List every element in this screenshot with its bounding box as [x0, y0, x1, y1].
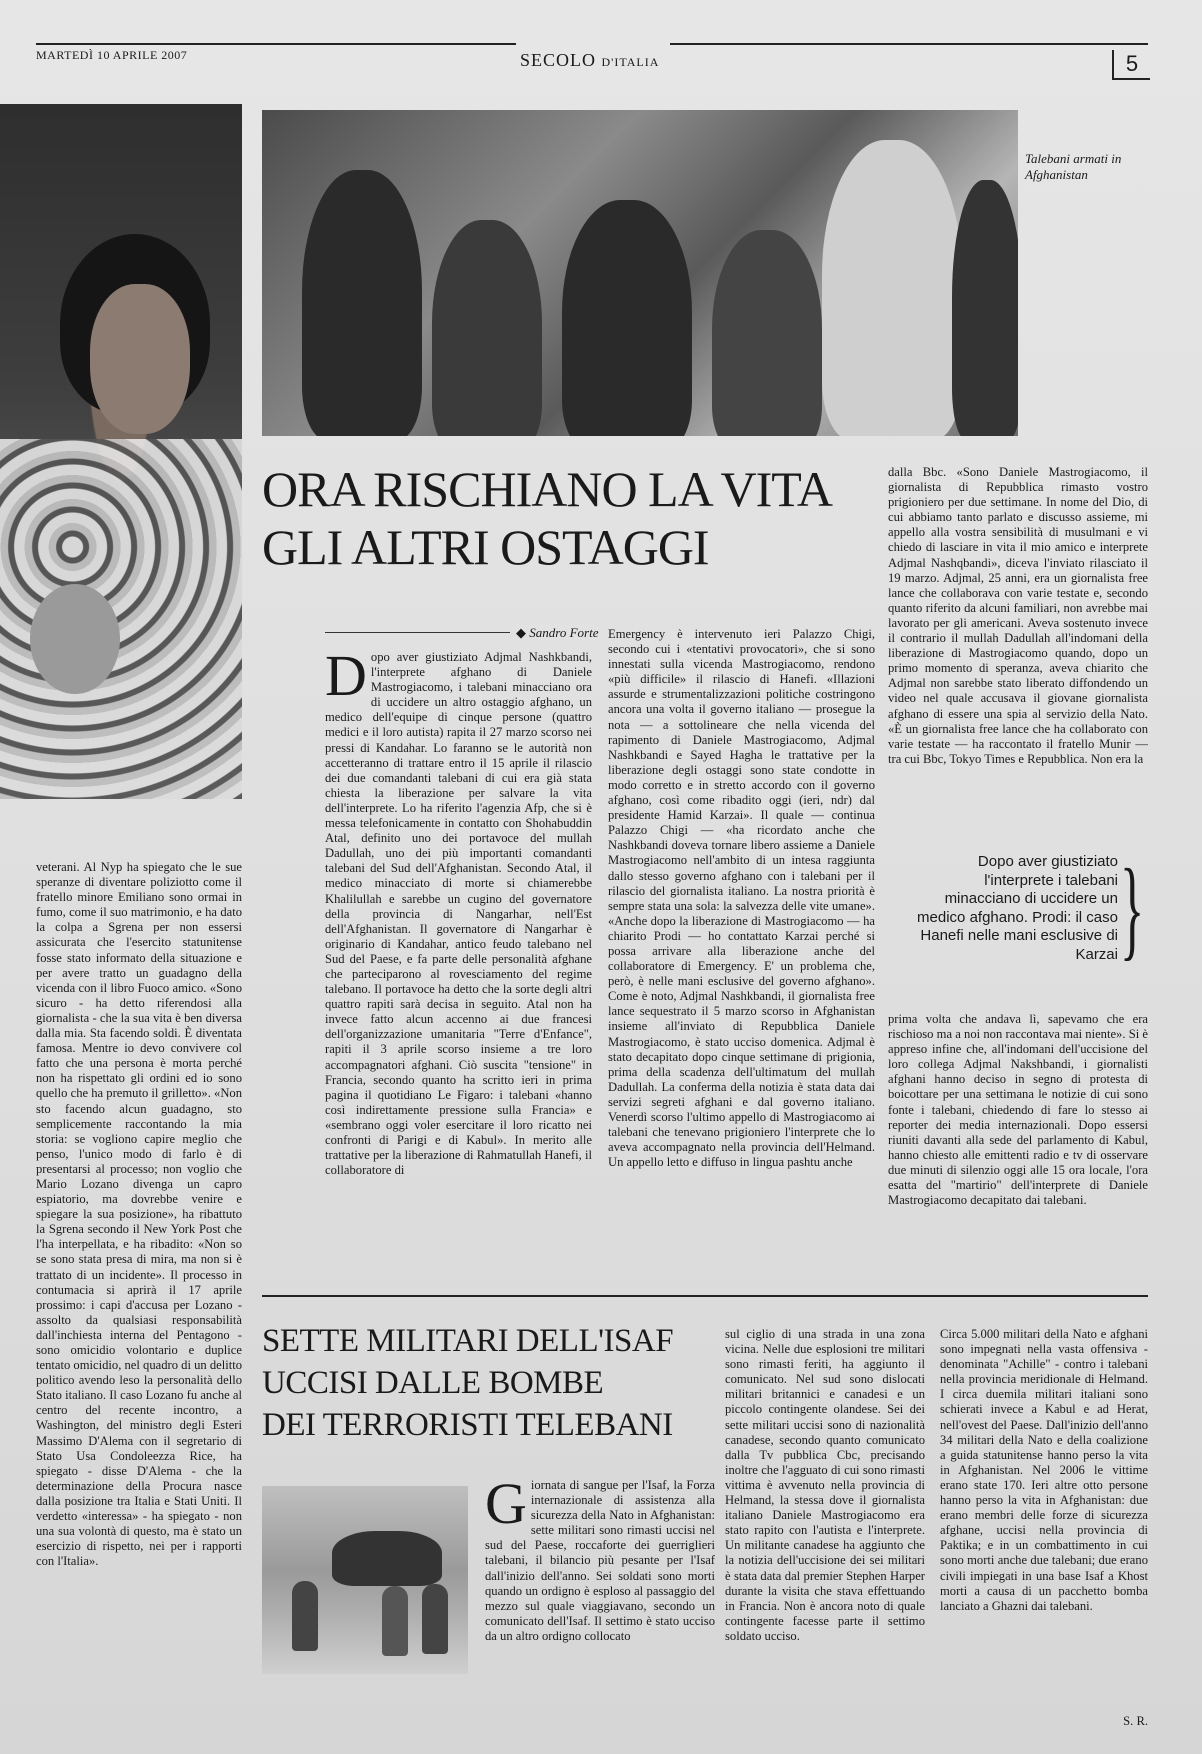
second-article-col2 [725, 1327, 925, 1727]
newspaper-title: SECOLO [520, 50, 597, 70]
main-headline [262, 460, 882, 576]
page-number: 5 [1112, 50, 1150, 80]
header-rule-left [36, 43, 516, 45]
left-column-text: veterani. Al Nyp ha spiegato che le sue speranze di diventare poliziotto come il fratello minore Emiliano sono ormai in fumo, come il suo matrimonio, e ha dato la colpa a Sgrena per non essersi assicurata che l'esercito statunitense fosse stato informato della situazione e per avere tratto un guadagno della vicenda con il libro Fuoco amico. «Sono sicuro - ha detto riferendosi alla giornalista - che la sua vita è ben diversa dalla mia. Sta facendo soldi. È diventata famosa. Mentre io devo convivere col fatto che una persona è morta perché non ha rispettato gli ordini ed io sono quello che ha premuto il grilletto». «Non sto facendo alcun guadagno, sto semplicemente raccontando la mia storia: se vogliono capire meglio che penso, l'unico modo di farlo è di presentarsi al processo; non voglio che Mario Lozano divenga un capro espiatorio, ma dovrebbe venire e spiegare la sua posizione», ha ribattuto la Sgrena secondo il New York Post che l'ha interpellata, e ha ribadito: «Non so se sono stata presa di mira, ma non si è trattato di un incidente». Il processo in contumacia si aprirà il 17 aprile prossimo: i capi d'accusa per Lozano - assolto da qualsiasi responsabilità dall'inchiesta interna del Pentagono - sono omicidio volontario e duplice tentato omicidio, nel quadro di un delitto politico avendo leso la personalità dello Stato italiano. Il caso Lozano fu anche al centro del recente incontro, a Washington, del ministro degli Esteri Massimo D'Alema con il segretario di Stato Usa Condoleezza Rice, ha spiegato - disse D'Alema - che la determinazione della Procura nasce dalla posizione tra Italia e Stati Uniti. Il verdetto «interessa» - ha spiegato - non una sua volontà di questo, ma è stato un esercizio di rispetto, nei per i rapporti con l'Italia». [36, 860, 242, 1569]
main-article-col3-continued [888, 1012, 1148, 1275]
header-date: MARTEDÌ 10 APRILE 2007 [36, 48, 188, 62]
photo-figure [822, 140, 962, 436]
photo-caption: Talebani armati in Afghanistan [1025, 151, 1122, 182]
soldier-figure [292, 1581, 318, 1651]
main-article-col3b-text: prima volta che andava lì, sapevamo che era rischioso ma a noi non raccontava mai niente». Si è appreso infine che, all'indomani dell'uccisione del loro collega Adjmal Nakshbandi, i giornalisti afghani hanno deciso in segno di protesta di boicottare per una settimana le notizie di cui sono fonte i talebani, chiedendo di fare lo stesso ai reporter dei media internazionali. Dopo essersi riuniti davanti alla sede del parlamento di Kabul, hanno chiesto alle emittenti radio e tv di osservare due minuti di silenzio oggi alle 15 ora locale, l'ora esatta del "martirio" dell'interprete di Daniele Mastrogiacomo decapitato dai talebani. [888, 1012, 1148, 1208]
left-column-article [36, 860, 242, 1730]
photo-figure [712, 230, 822, 436]
second-article-col2-text: sul ciglio di una strada in una zona vicina. Nelle due esplosioni tre militari sono rimasti feriti, ha aggiunto il comunicato. Nel sud sono dislocati militari britannici e canadesi e un piccolo contingente olandese. Sei dei sette militari uccisi sono di nazionalità canadese, secondo quanto comunicato dalla Tv pubblica Cbc, precisando inoltre che l'agguato di cui sono rimasti vittima è avvenuto nella provincia di Helmand, la stessa dove il giornalista italiano Daniele Mastrogiacomo era stato rapito con l'autista e l'interprete. Un militante canadese ha aggiunto che la notizia dell'uccisione dei sei militari è stata data dal premier Stephen Harper durante la visita che stava effettuando in Francia. Non è ancora noto di quale contingente facesse parte il settimo soldato ucciso. [725, 1327, 925, 1643]
section-divider [262, 1295, 1148, 1297]
second-headline-line3: DEI TERRORISTI TELEBANI [262, 1407, 673, 1443]
photo-figure [302, 170, 422, 436]
soldier-figure [422, 1584, 448, 1654]
photo-figure [952, 180, 1018, 436]
photo-face [90, 284, 190, 434]
header-rule-right [670, 43, 1148, 45]
byline: ◆ Sandro Forte [512, 625, 598, 641]
newspaper-title-suffix: D'ITALIA [601, 55, 660, 69]
main-article-col1 [325, 650, 592, 1275]
main-article-col3-text: dalla Bbc. «Sono Daniele Mastrogiacomo, il giornalista di Repubblica rimasto vostro prigioniero per due settimane. In nome del Dio, di cui abbiamo tanto parlato e discusso assieme, mi appello alla vostra sensibilità di musulmani e vi chiedo di lasciare in vita il mio amico e interprete Adjmal Nashqbandi», diceva l'inviato rilasciato il 19 marzo. Adjmal, 25 anni, era un giornalista free lance che collaborava con varie testate e, secondo quanto riferito da alcuni familiari, non avrebbe mai lavorato per gli americani. Aveva sostenuto invece il contrario il mullah Dadullah all'indomani della liberazione di Mastrogiacomo quando, dopo un primo momento di speranza, aveva chiarito che Adjmal non sarebbe stato liberato diffondendo un video nel quale accusava il giovane giornalista afghano di essere una spia al servizio della Nato. «È un giornalista free lance che ha collaborato con varie testate — ha raccontato il fratello Munir — tra cui Bbc, Tokyo Times e Repubblica. Non era la [888, 465, 1148, 766]
second-headline-line2: UCCISI DALLE BOMBE [262, 1365, 604, 1401]
main-article-col1-text: opo aver giustiziato Adjmal Nashkbandi, l'interprete afghano di Daniele Mastrogiacomo, i talebani minacciano ora di uccidere un altro ostaggio afghano, un medico dell'equipe di cinque persone (quattro medici e il loro autista) rapita il 27 marzo scorso nei pressi di Kandahar. Lo faranno se le autorità non accetteranno di trattare entro il 15 aprile il rilascio dei due comandanti talebani di cui era già stata chiesta la liberazione per salvare la vita dell'interprete. Lo ha riferito l'agenzia Afp, che si è messa telefonicamente in contatto con Shohabuddin Atal, definito uno dei portavoce del mullah Dadullah, uno dei più importanti comandanti talebani del Sud dell'Afghanistan. Secondo Atal, il medico minacciato di morte si chiamerebbe Khalilullah e sarebbe un cugino del governatore della provincia di Nangarhar, nell'Est dell'Afghanistan. Il governatore di Nangarhar è originario di Kandahar, antico feudo talebano nel Sud del Paese, e fa parte delle personalità afghane che parteciparono al rovesciamento del regime talebano. Il portavoce ha detto che la sorte degli altri quattro rapiti sarà decisa in seguito. Atal non ha invece fatto alcun accenno ai due francesi dell'organizzazione umanitaria "Terre d'Enfance", rapiti il 3 aprile scorso insieme a tre loro accompagnatori afghani. Ciò suscita "tensione" in Francia, secondo quanto ha scritto ieri in prima pagina il quotidiano Le Figaro: i talebani «hanno così indirettamente pressione sulla Francia» e «sembrano oggi voler esercitare il loro ricatto nei confronti di Parigi e di Kabul». In merito alle trattative per la liberazione di Rahmatullah Hanefi, il collaboratore di [325, 650, 592, 1178]
photo-soldiers-helicopter [262, 1486, 468, 1674]
second-article-signoff [1100, 1714, 1148, 1730]
photo-armed-taliban [262, 110, 1018, 436]
second-headline [262, 1320, 702, 1446]
pull-quote-brace: } [1120, 847, 1145, 971]
byline-author: Sandro Forte [529, 625, 599, 640]
second-headline-line1: SETTE MILITARI DELL'ISAF [262, 1323, 674, 1359]
main-article-col2 [608, 627, 875, 1275]
helicopter-icon [332, 1531, 442, 1586]
pull-quote: Dopo aver giustiziato l'interprete i talebani minacciano di uccidere un medico afghano. Prodi: il caso Hanefi nelle mani esclusive di Karzai [917, 853, 1118, 963]
dropcap: D [325, 650, 367, 708]
second-article-col1 [485, 1478, 715, 1728]
main-headline-line1: ORA RISCHIANO LA VITA [262, 461, 832, 517]
dropcap-second: G [485, 1478, 527, 1536]
microphone-icon [30, 584, 120, 694]
newspaper-name [520, 50, 659, 71]
second-article-col3-text: Circa 5.000 militari della Nato e afghani sono impegnati nella vasta offensiva - denominata "Achille" - contro i talebani nella provincia meridionale di Helmand. I circa duemila militari italiani sono schierati invece a Kabul e ad Herat, nell'ovest del Paese. Dall'inizio dell'anno 34 militari della Nato e della coalizione a guida statunitense hanno perso la vita in Afghanistan. Nel 2006 le vittime erano state 170. Ieri altre otto persone hanno perso la vita in Afghanistan: due erano membri delle forze di sicurezza afghane, uccisi nella provincia di Paktika; e in un combattimento in cui sono morti anche due talebani; due erano civili impiegati in una base Isaf a Khost morti a causa di un pacchetto bomba lanciato a Ghazni dai talebani. [940, 1327, 1148, 1613]
second-article-col1-text: iornata di sangue per l'Isaf, la Forza internazionale di assistenza alla sicurezza della Nato in Afghanistan: sette militari sono rimasti uccisi nel sud del Paese, roccaforte dei guerriglieri talebani, il bilancio più pesante per l'Isaf dall'inizio dell'anno. Sei soldati sono morti quando un ordigno è esploso al passaggio del mezzo sul quale viaggiavano, secondo un comunicato dell'Isaf. Il settimo è stato ucciso da un altro ordigno collocato [485, 1478, 715, 1643]
signoff-text: S. R. [1123, 1714, 1148, 1728]
main-article-col3 [888, 465, 1148, 823]
photo-figure [432, 220, 542, 436]
byline-rule [325, 632, 510, 633]
second-article-col3 [940, 1327, 1148, 1712]
photo-figure [562, 200, 692, 436]
photo-woman-press [0, 104, 242, 799]
main-headline-line2: GLI ALTRI OSTAGGI [262, 519, 709, 575]
soldier-figure [382, 1586, 408, 1656]
main-article-col2-text: Emergency è intervenuto ieri Palazzo Chigi, secondo cui i «tentativi provocatori», che si sono innestati sulla vicenda Mastrogiacomo, rendono «più difficile» il rilascio di Hanefi. «Illazioni assurde e strumentalizzazioni politiche costringono ancora una volta il governo italiano — prosegue la nota — a sottolineare che nella vicenda del rapimento di Daniele Mastrogiacomo, Adjmal Nashkbandi e Sayed Hagha le trattative per la liberazione degli ostaggi sono state condotte in modo corretto e in stretto accordo con il governo afghano, così come ribadito oggi (ieri, ndr) dal presidente Hamid Karzai». Il quale — continua Palazzo Chigi — «ha ricordato anche che Nashkbandi doveva tornare libero assieme a Daniele Mastrogiacomo nell'ambito di un intesa raggiunta dallo stesso governo afghano con i talebani per il rilascio del giornalista italiano. La nostra priorità è sempre stata una sola: la salvezza delle vite umane». «Anche dopo la liberazione di Mastrogiacomo — ha chiarito Prodi — ho contattato Karzai perché si possa arrivare alla liberazione anche del collaboratore di Emergency. E' un problema che, però, è nelle mani esclusive del governo afghano». Come è noto, Adjmal Nashkbandi, il giornalista free lance sequestrato il 5 marzo scorso in Afghanistan insieme all'inviato di Repubblica Daniele Mastrogiacomo, è stato ucciso domenica. Adjmal è stato decapitato dopo cinque settimane di prigionia, prima della scadenza dell'ultimatum del mullah Dadullah. La conferma della notizia è stata data dai servizi segreti afghani e dal governo italiano. Venerdì scorso l'ultimo appello di Mastrogiacomo ai talebani che tenevano prigioniero l'interprete che lo aveva accompagnato nella provincia dell'Helmand. Un appello letto e diffuso in lingua pashtu anche [608, 627, 875, 1170]
